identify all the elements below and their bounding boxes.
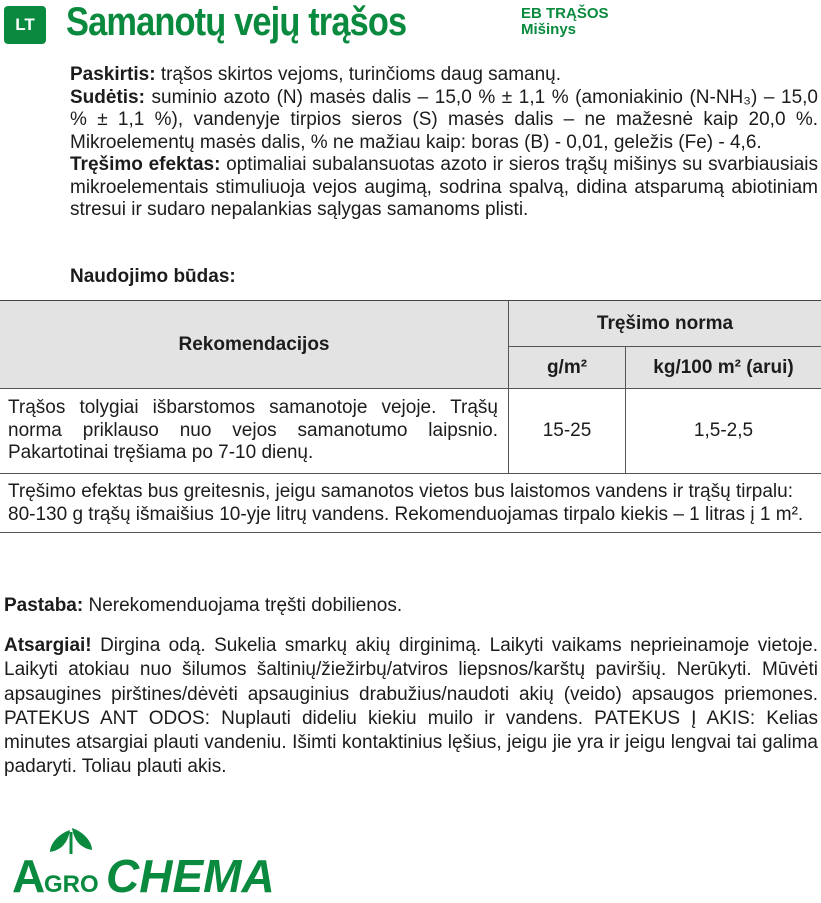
table-note: Tręšimo efektas bus greitesnis, jeigu samanotos vietos bus laistomos vandens ir trąšų tirpalu: 80-130 g trąšų išmaišius 10-yje litrų vandens. Rekomenduojamas tirpalo kiekis – 1 litras į 1 m². bbox=[0, 473, 821, 532]
logo-chema: CHEMA bbox=[106, 850, 275, 900]
composition-text: suminio azoto (N) masės dalis – 15,0 % ± 1,1 % (amoniakinio (N-NH₃) – 15,0 % ± 1,1 %), vandenyje tirpios sieros (S) masės dalis – ne mažesnė kaip 20,0 %. Mikroelementų masės dalis, % ne mažiau kaip: boras (B) - 0,01, geležis (Fe) - 4,6. bbox=[70, 86, 818, 153]
purpose-text: trąšos skirtos vejoms, turinčioms daug samanų. bbox=[155, 64, 562, 85]
rate-kg100: 1,5-2,5 bbox=[626, 389, 821, 474]
effect-paragraph bbox=[70, 154, 818, 222]
recommendations-header: Rekomendacijos bbox=[0, 301, 509, 389]
product-description bbox=[70, 64, 818, 222]
effect-text: optimaliai subalansuotas azoto ir sieros trąšų mišinys su svarbiausiais mikroelementais stimuliuoja vejos augimą, sodrina spalvą, didina atsparumą abiotiniam stresui ir sudaro nepalankias sąlygas samanoms plisti. bbox=[70, 154, 818, 220]
recommendation-text: Trąšos tolygiai išbarstomos samanotoje vejoje. Trąšų norma priklauso nuo vejos samanotumo laipsnio. Pakartotinai tręšiama po 7-10 dienų. bbox=[0, 389, 509, 474]
logo-letter-a: A bbox=[12, 850, 46, 900]
purpose-label: Paskirtis: bbox=[70, 64, 156, 85]
eb-tag-line1: EB TRĄŠOS bbox=[521, 5, 609, 22]
purpose-paragraph bbox=[70, 64, 818, 87]
note-paragraph bbox=[4, 594, 402, 618]
effect-label: Tręšimo efektas: bbox=[70, 154, 221, 175]
leaf-icon bbox=[50, 828, 92, 854]
language-badge: LT bbox=[4, 6, 46, 44]
kg100-header: kg/100 m² (arui) bbox=[626, 347, 821, 389]
warning-label: Atsargiai! bbox=[4, 635, 92, 656]
eb-tag-line2: Mišinys bbox=[521, 21, 577, 38]
usage-table bbox=[0, 300, 821, 533]
warning-text: Dirgina odą. Sukelia smarkų akių dirginimą. Laikyti vaikams neprieinamoje vietoje. Laikyti atokiau nuo šilumos šaltinių/žiežirbų/atviros liepsnos/karštų paviršių. Nerūkyti. Mūvėti apsaugines pirštines/dėvėti apsauginius drabužius/naudoti akių (veido) apsaugos priemones. PATEKUS ANT ODOS: Nuplauti dideliu kiekiu muilo ir vandens. PATEKUS Į AKIS: Kelias minutes atsargiai plauti vandeniu. Išimti kontaktinius lęšius, jeigu jie yra ir jeigu lengvai tai galima padaryti. Toliau plauti akis. bbox=[4, 635, 818, 778]
header bbox=[0, 0, 821, 56]
eb-fertilizer-tag bbox=[521, 6, 609, 38]
note-label: Pastaba: bbox=[4, 595, 84, 616]
agrochema-logo bbox=[10, 820, 315, 900]
note-text: Nerekomenduojama tręšti dobilienos. bbox=[83, 595, 403, 616]
rate-gm2: 15-25 bbox=[509, 389, 626, 474]
table-row bbox=[0, 389, 821, 474]
warning-paragraph bbox=[4, 634, 818, 780]
composition-paragraph bbox=[70, 87, 818, 155]
rate-header: Tręšimo norma bbox=[509, 301, 821, 347]
composition-label: Sudėtis: bbox=[70, 86, 145, 108]
logo-gro: GRO bbox=[44, 871, 99, 898]
product-title: Samanotų vejų trąšos bbox=[66, 0, 407, 44]
gm2-header: g/m² bbox=[509, 347, 626, 389]
table-note-row bbox=[0, 473, 821, 532]
usage-heading: Naudojimo būdas: bbox=[70, 266, 236, 287]
